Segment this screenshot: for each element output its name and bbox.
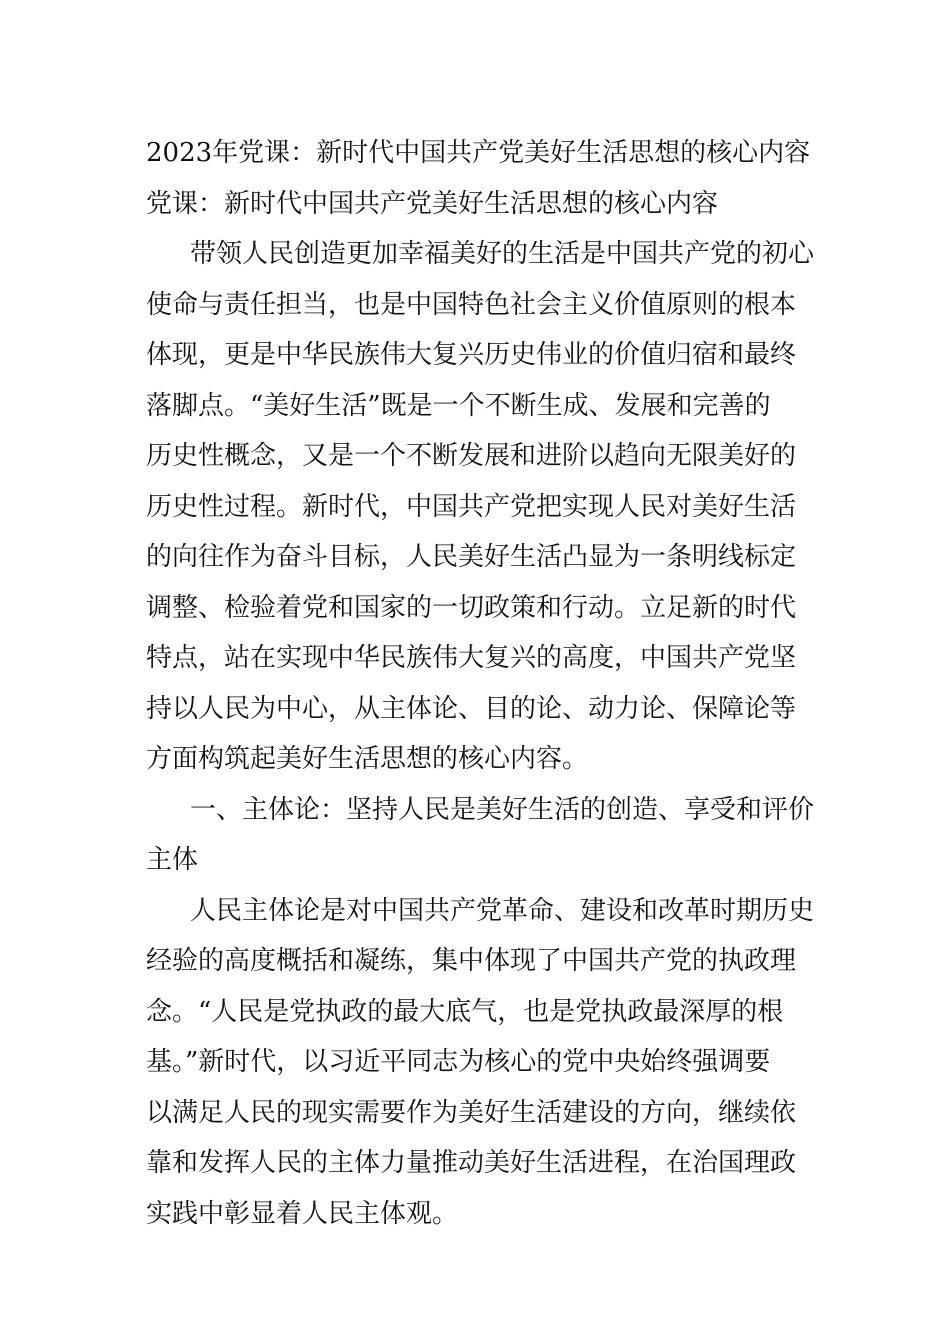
paragraph-line: 经验的高度概括和凝练，集中体现了中国共产党的执政理 xyxy=(146,946,797,976)
section-heading-1 xyxy=(146,785,815,886)
paragraph-line: 带领人民创造更加幸福美好的生活是中国共产党的初心 xyxy=(190,239,815,269)
document-page xyxy=(146,128,815,1239)
paragraph-line: 念。“人民是党执政的最大底气，也是党执政最深厚的根 xyxy=(146,996,784,1027)
paragraph-line: 调整、检验着党和国家的一切政策和行动。立足新的时代 xyxy=(146,592,797,623)
paragraph-subject xyxy=(146,886,815,1240)
paragraph-line: 历史性过程。新时代，中国共产党把实现人民对美好生活 xyxy=(146,491,797,522)
paragraph-line: 实践中彰显着人民主体观。 xyxy=(146,1198,459,1229)
paragraph-line: 体现，更是中华民族伟大复兴历史伟业的价值归宿和最终 xyxy=(146,340,797,370)
heading-line: 一、主体论：坚持人民是美好生活的创造、享受和评价 xyxy=(190,794,815,825)
paragraph-intro xyxy=(146,229,815,785)
paragraph-line: 特点，站在实现中华民族伟大复兴的高度，中国共产党坚 xyxy=(146,643,797,673)
paragraph-line: 靠和发挥人民的主体力量推动美好生活进程，在治国理政 xyxy=(146,1148,797,1178)
paragraph-line: 的向往作为奋斗目标，人民美好生活凸显为一条明线标定 xyxy=(146,542,797,572)
paragraph-line: 以满足人民的现实需要作为美好生活建设的方向，继续依 xyxy=(146,1097,797,1128)
paragraph-line: 持以人民为中心，从主体论、目的论、动力论、保障论等 xyxy=(146,693,797,724)
paragraph-line: 使命与责任担当，也是中国特色社会主义价值原则的根本 xyxy=(146,289,797,320)
paragraph-line: 落脚点。“美好生活”既是一个不断生成、发展和完善的 xyxy=(146,390,771,421)
document-subtitle: 党课：新时代中国共产党美好生活思想的核心内容 xyxy=(146,188,719,219)
paragraph-line: 历史性概念，又是一个不断发展和进阶以趋向无限美好的 xyxy=(146,441,797,471)
document-title: 2023年党课：新时代中国共产党美好生活思想的核心内容 xyxy=(146,138,811,168)
heading-line: 主体 xyxy=(146,845,199,875)
paragraph-line: 基。”新时代，以习近平同志为核心的党中央始终强调要 xyxy=(146,1047,771,1077)
paragraph-line: 人民主体论是对中国共产党革命、建设和改革时期历史 xyxy=(190,895,815,926)
paragraph-line: 方面构筑起美好生活思想的核心内容。 xyxy=(146,744,589,774)
